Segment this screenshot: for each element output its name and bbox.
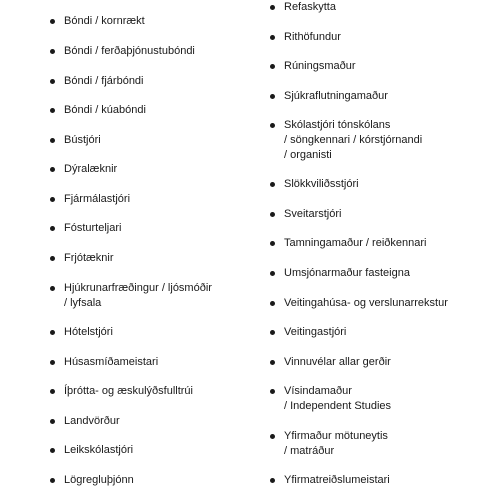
list-item-label: [284, 384, 485, 414]
list-item-line: Sveitarstjóri: [284, 208, 342, 220]
list-item: [50, 103, 265, 118]
list-item-line: Landvörður: [64, 415, 120, 427]
list-item-line: Leikskólastjóri: [64, 444, 134, 456]
bullet-icon: [50, 281, 64, 291]
bullet-icon: [270, 325, 284, 335]
bullet-icon: [50, 251, 64, 261]
bullet-icon: [270, 429, 284, 439]
list-item-line: Vísindamaður: [284, 385, 352, 397]
list-item: [50, 192, 265, 207]
list-item-line: Yfirmaður mötuneytis: [284, 430, 388, 442]
bullet-icon: [270, 118, 284, 128]
list-item-label: [64, 355, 265, 370]
bullet-icon: [270, 30, 284, 40]
list-item: [270, 30, 485, 45]
bullet-icon: [270, 59, 284, 69]
list-item: [270, 0, 485, 15]
list-item-label: [284, 207, 485, 222]
list-item-line: Rúningsmaður: [284, 60, 356, 72]
list-item-line: Lögregluþjónn: [64, 474, 134, 486]
list-item-line: / söngkennari / kórstjórnandi: [284, 134, 423, 146]
list-item-line: / organisti: [284, 149, 332, 161]
list-item-label: [64, 251, 265, 266]
list-item-line: Umsjónarmaður fasteigna: [284, 267, 410, 279]
list-item-label: [64, 74, 265, 89]
bullet-icon: [270, 236, 284, 246]
list-item-label: [64, 414, 265, 429]
list-item-label: [284, 473, 485, 488]
list-item-label: [64, 162, 265, 177]
bullet-icon: [50, 162, 64, 172]
list-item: [270, 429, 485, 459]
list-item: [50, 281, 265, 311]
bullet-icon: [270, 89, 284, 99]
list-item: [270, 355, 485, 370]
list-item-line: Rithöfundur: [284, 31, 341, 43]
list-item-label: [284, 118, 485, 163]
list-item-label: [284, 59, 485, 74]
list-item: [50, 443, 265, 458]
list-item: [50, 325, 265, 340]
list-item: [50, 221, 265, 236]
list-item: [50, 44, 265, 59]
list-item-line: Bóndi / ferðaþjónustubóndi: [64, 45, 195, 57]
list-item: [270, 236, 485, 251]
list-item-line: Fjármálastjóri: [64, 193, 131, 205]
list-item-line: Dýralæknir: [64, 163, 118, 175]
list-item: [270, 207, 485, 222]
list-item-line: Bóndi / fjárbóndi: [64, 75, 144, 87]
list-item-line: Bóndi / kúabóndi: [64, 104, 146, 116]
list-item-label: [64, 384, 265, 399]
list-item-label: [284, 296, 485, 311]
bullet-icon: [270, 177, 284, 187]
list-item: [50, 162, 265, 177]
list-item-label: [284, 325, 485, 340]
list-item: [270, 296, 485, 311]
bullet-icon: [50, 473, 64, 483]
list-item-label: [64, 103, 265, 118]
list-item-line: / lyfsala: [64, 297, 102, 309]
list-item-label: [64, 221, 265, 236]
bullet-icon: [50, 325, 64, 335]
list-item-line: Húsasmíðameistari: [64, 356, 159, 368]
list-item-line: Veitingahúsa- og verslunarrekstur: [284, 297, 448, 309]
list-item: [270, 118, 485, 163]
list-item: [270, 325, 485, 340]
list-item-label: [284, 0, 485, 15]
list-item-line: / matráður: [284, 445, 335, 457]
bullet-icon: [50, 192, 64, 202]
list-item-label: [64, 443, 265, 458]
bullet-icon: [50, 443, 64, 453]
bullet-icon: [50, 355, 64, 365]
bullet-icon: [270, 207, 284, 217]
bullet-icon: [270, 266, 284, 276]
bullet-icon: [270, 296, 284, 306]
bullet-icon: [270, 384, 284, 394]
list-item-line: Refaskytta: [284, 1, 336, 13]
list-item: [270, 384, 485, 414]
list-item-line: Yfirmatreiðslumeistari: [284, 474, 390, 486]
list-item: [270, 177, 485, 192]
list-item-label: [64, 44, 265, 59]
list-item-label: [284, 30, 485, 45]
list-item: [50, 133, 265, 148]
list-item-label: [64, 473, 265, 488]
list-item-label: [284, 236, 485, 251]
list-item-line: Frjótæknir: [64, 252, 114, 264]
list-item-line: Hótelstjóri: [64, 326, 113, 338]
list-item: [270, 89, 485, 104]
list-item-line: Vinnuvélar allar gerðir: [284, 356, 391, 368]
list-item-label: [64, 325, 265, 340]
list-item-line: Bústjóri: [64, 134, 101, 146]
list-item-label: [284, 429, 485, 459]
list-item: [50, 414, 265, 429]
list-item: [50, 384, 265, 399]
list-item-label: [284, 266, 485, 281]
bullet-icon: [50, 74, 64, 84]
list-item-line: Bóndi / kornrækt: [64, 15, 145, 27]
list-item-line: Veitingastjóri: [284, 326, 347, 338]
bullet-icon: [50, 221, 64, 231]
bullet-icon: [270, 0, 284, 10]
list-item: [270, 266, 485, 281]
list-item-line: Íþrótta- og æskulýðsfulltrúi: [64, 385, 193, 397]
list-item-line: Hjúkrunarfræðingur / ljósmóðir: [64, 282, 212, 294]
list-item-label: [64, 192, 265, 207]
bullet-icon: [50, 133, 64, 143]
list-item-label: [284, 355, 485, 370]
bullet-icon: [270, 473, 284, 483]
list-item-label: [64, 281, 265, 311]
list-item: [270, 59, 485, 74]
list-item-line: Slökkviliðsstjóri: [284, 178, 359, 190]
list-item: [50, 473, 265, 488]
list-item-label: [284, 177, 485, 192]
list-item-line: Tamningamaður / reiðkennari: [284, 237, 427, 249]
list-item-line: Skólastjóri tónskólans: [284, 119, 391, 131]
bullet-icon: [270, 355, 284, 365]
list-item: [50, 74, 265, 89]
list-item: [50, 355, 265, 370]
list-item-label: [64, 133, 265, 148]
list-item-line: Sjúkraflutningamaður: [284, 90, 388, 102]
list-item: [270, 473, 485, 488]
bullet-icon: [50, 44, 64, 54]
list-item-line: Fósturteljari: [64, 222, 122, 234]
bullet-icon: [50, 384, 64, 394]
list-item-label: [284, 89, 485, 104]
bullet-icon: [50, 14, 64, 24]
list-item: [50, 251, 265, 266]
bullet-icon: [50, 103, 64, 113]
list-item-label: [64, 14, 265, 29]
bullet-icon: [50, 414, 64, 424]
list-item: [50, 14, 265, 29]
list-item-line: / Independent Studies: [284, 400, 392, 412]
